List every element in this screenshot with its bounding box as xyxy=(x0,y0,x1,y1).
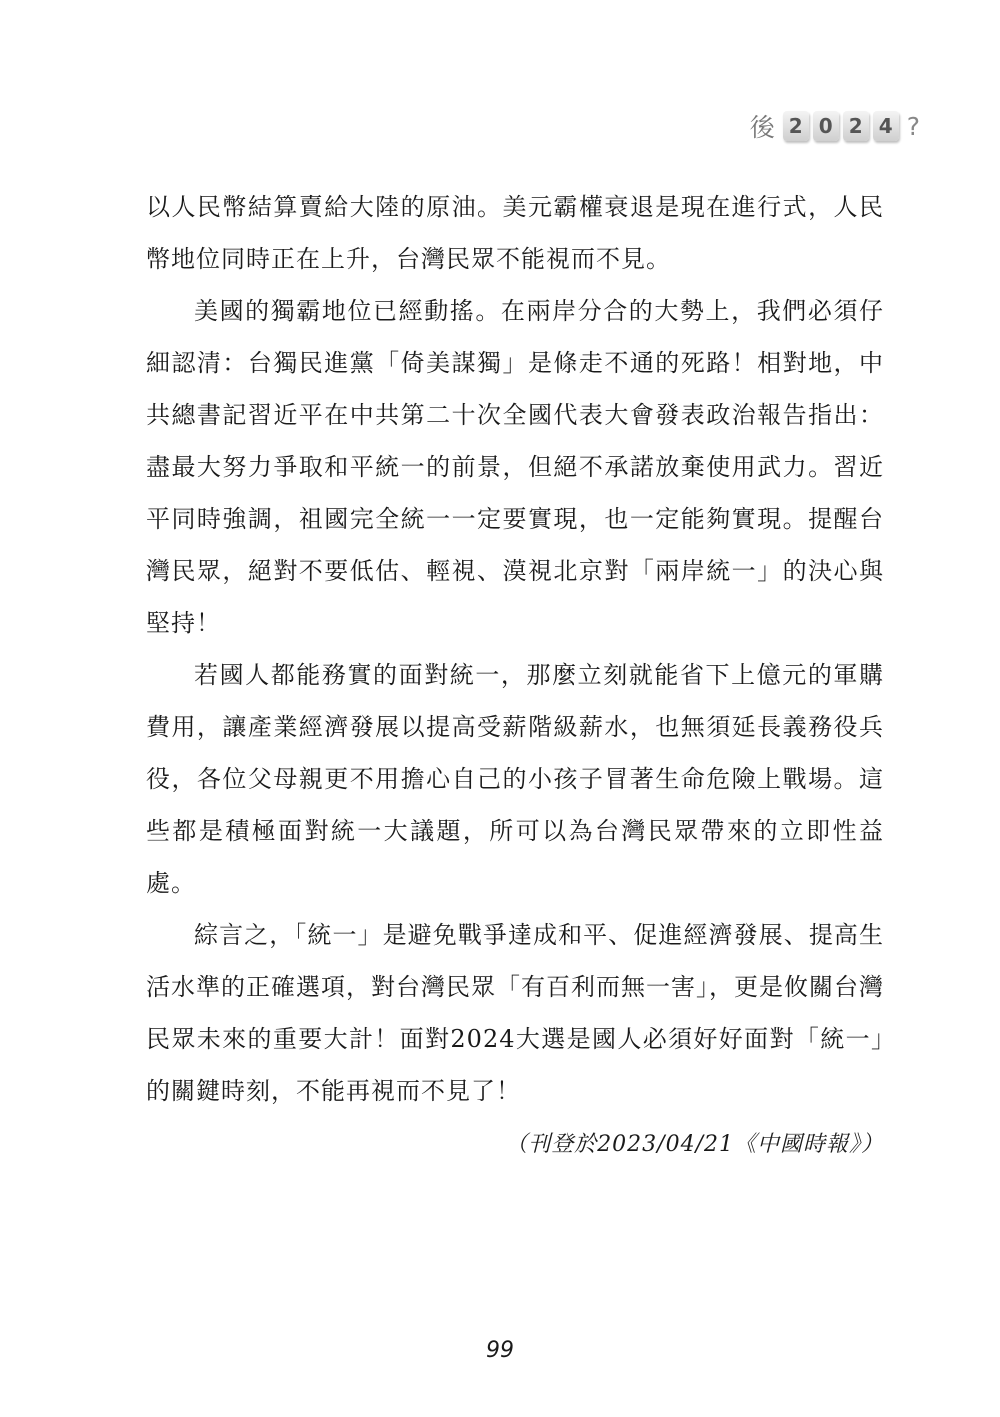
header-digit-tile: 4 xyxy=(873,111,899,141)
header-digit-tile: 0 xyxy=(813,111,839,141)
publication-credit: （刊登於2023/04/21《中國時報》） xyxy=(505,1132,884,1157)
header-digit-tile: 2 xyxy=(783,111,809,141)
page-number: 99 xyxy=(486,1338,514,1363)
paragraph: 美國的獨霸地位已經動搖。在兩岸分合的大勢上，我們必須仔細認清：台獨民進黨「倚美謀獨」是條走不通的死路！相對地，中共總書記習近平在中共第二十次全國代表大會發表政治報告指出：盡最大努力爭取和平統一的前景，但絕不承諾放棄使用武力。習近平同時強調，祖國完全統一一定要實現，也一定能夠實現。提醒台灣民眾，絕對不要低估、輕視、漠視北京對「兩岸統一」的決心與堅持！ xyxy=(146,297,884,637)
header-prefix: 後 xyxy=(749,113,775,142)
header-digit-tile: 2 xyxy=(843,111,869,141)
header-suffix: ? xyxy=(906,111,920,141)
paragraph: 綜言之，「統一」是避免戰爭達成和平、促進經濟發展、提高生活水準的正確選項，對台灣民眾「有百利而無一害」，更是攸關台灣民眾未來的重要大計！面對2024大選是國人必須好好面對「統一」的關鍵時刻，不能再視而不見了！ xyxy=(146,921,884,1105)
running-header xyxy=(750,108,920,144)
body-text xyxy=(146,181,884,1165)
paragraph: 若國人都能務實的面對統一，那麼立刻就能省下上億元的軍購費用，讓產業經濟發展以提高受薪階級薪水，也無須延長義務役兵役，各位父母親更不用擔心自己的小孩子冒著生命危險上戰場。這些都是積極面對統一大議題，所可以為台灣民眾帶來的立即性益處。 xyxy=(146,661,884,897)
paragraph: 以人民幣結算賣給大陸的原油。美元霸權衰退是現在進行式，人民幣地位同時正在上升，台灣民眾不能視而不見。 xyxy=(146,193,884,273)
